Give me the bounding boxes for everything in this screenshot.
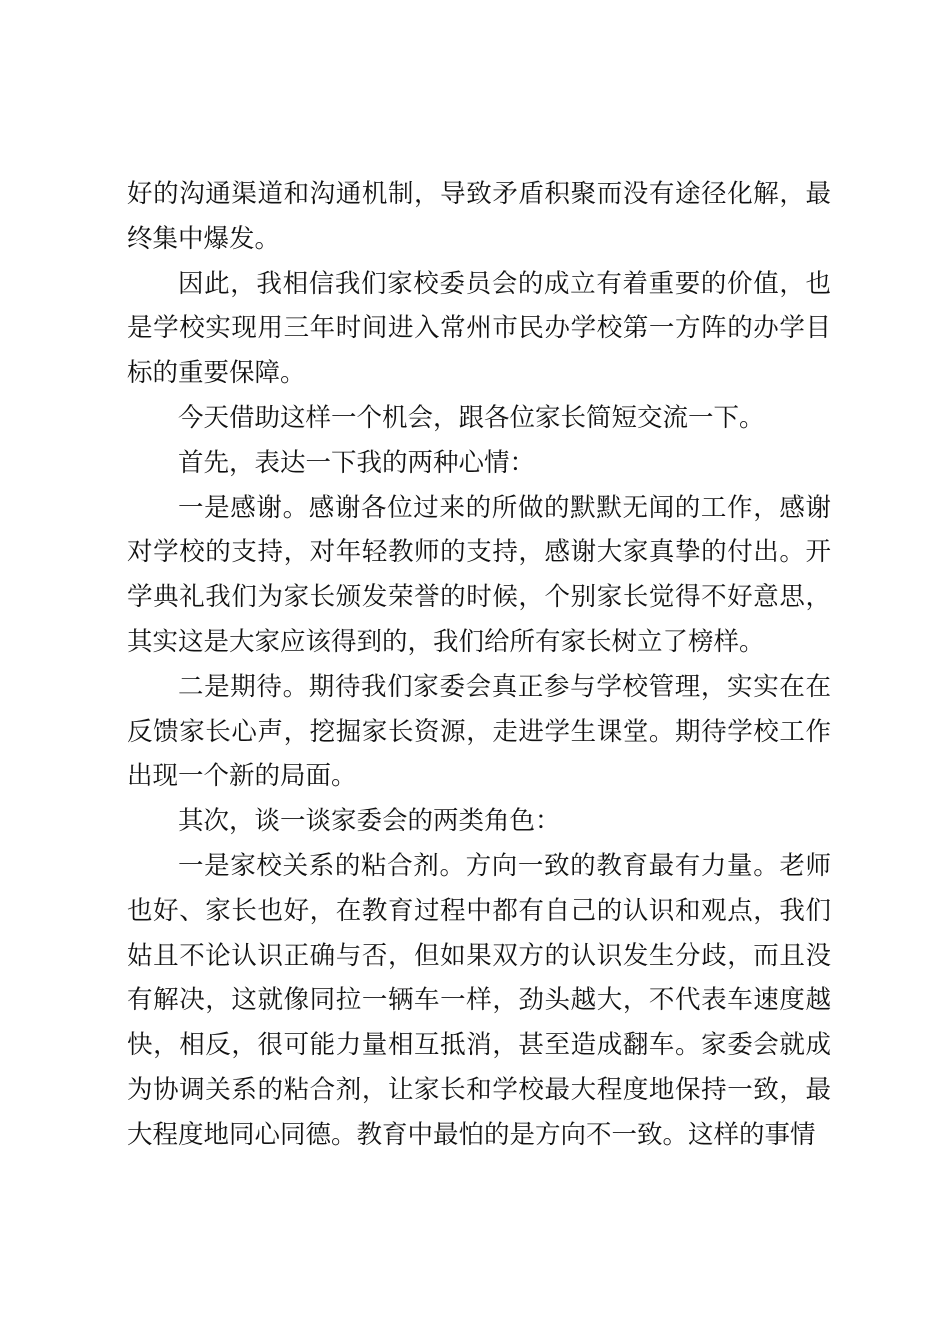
paragraph-2: 因此，我相信我们家校委员会的成立有着重要的价值，也是学校实现用三年时间进入常州市民办学校第一方阵的办学目标的重要保障。 bbox=[127, 268, 831, 389]
paragraph-6: 二是期待。期待我们家委会真正参与学校管理，实实在在反馈家长心声，挖掘家长资源，走进学生课堂。期待学校工作出现一个新的局面。 bbox=[127, 671, 831, 792]
paragraph-1: 好的沟通渠道和沟通机制，导致矛盾积聚而没有途径化解，最终集中爆发。 bbox=[127, 179, 831, 254]
paragraph-5: 一是感谢。感谢各位过来的所做的默默无闻的工作，感谢对学校的支持，对年轻教师的支持，感谢大家真挚的付出。开学典礼我们为家长颁发荣誉的时候，个别家长觉得不好意思，其实这是大家应该得到的，我们给所有家长树立了榜样。 bbox=[127, 492, 831, 657]
paragraph-7: 其次，谈一谈家委会的两类角色： bbox=[178, 806, 561, 837]
paragraph-3: 今天借助这样一个机会，跟各位家长简短交流一下。 bbox=[178, 402, 765, 433]
paragraph-8: 一是家校关系的粘合剂。方向一致的教育最有力量。老师也好、家长也好，在教育过程中都有自己的认识和观点，我们姑且不论认识正确与否，但如果双方的认识发生分歧，而且没有解决，这就像同拉一辆车一样，劲头越大，不代表车速度越快，相反，很可能力量相互抵消，甚至造成翻车。家委会就成为协调关系的粘合剂，让家长和学校最大程度地保持一致，最大程度地同心同德。教育中最怕的是方向不一致。这样的事情 bbox=[127, 850, 831, 1150]
document-body bbox=[127, 172, 831, 1158]
paragraph-4: 首先，表达一下我的两种心情： bbox=[178, 447, 536, 478]
